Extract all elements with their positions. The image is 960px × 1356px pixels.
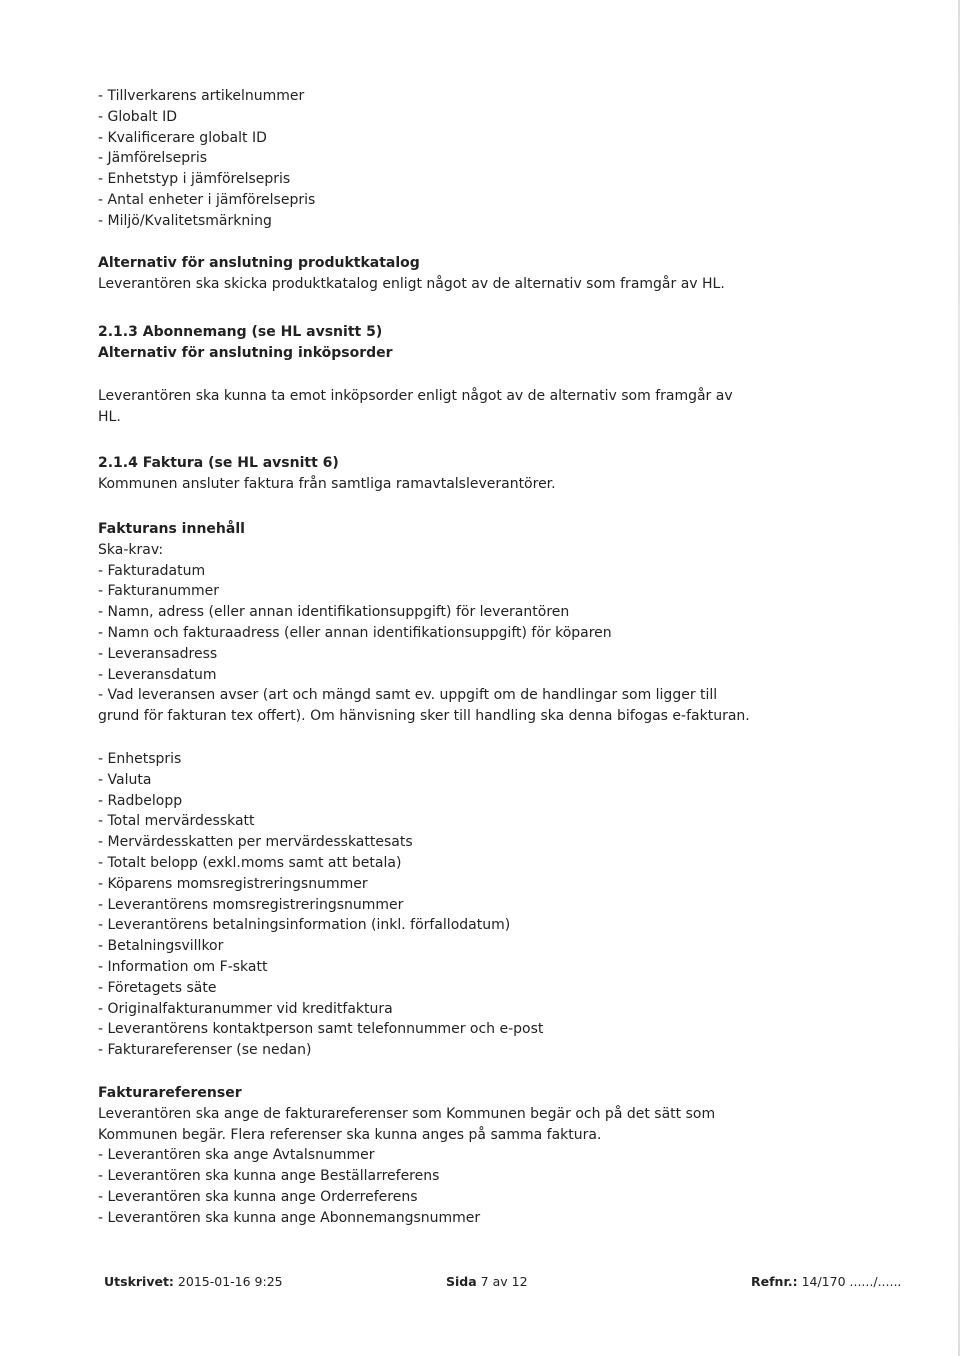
paragraph-line: HL. [98,408,121,425]
list-item: - Fakturareferenser (se nedan) [98,1042,312,1059]
list-item: - Miljö/Kvalitetsmärkning [98,212,272,229]
list-item: - Kvalificerare globalt ID [98,129,267,146]
list-item: - Mervärdesskatten per mervärdesskattesats [98,834,413,851]
list-item: - Fakturadatum [98,562,206,579]
paragraph-line: Kommunen begär. Flera referenser ska kunna anges på samma faktura. [98,1126,602,1143]
catalog-text: Leverantören ska skicka produktkatalog enligt något av de alternativ som framgår av HL. [98,275,725,292]
section-2-1-4 [98,453,878,495]
list-item: - Originalfakturanummer vid kreditfaktura [98,1000,393,1017]
list-item: - Köparens momsregistreringsnummer [98,875,368,892]
list-item: - Valuta [98,771,152,788]
list-item: - Leverantörens kontaktperson samt telefonnummer och e-post [98,1021,544,1038]
footer-page-label: Sida [446,1274,477,1289]
list-item: - Jämförelsepris [98,150,208,167]
footer-ref [751,1273,901,1291]
list-item: - Information om F-skatt [98,958,268,975]
paragraph-line: Leverantören ska ange de fakturareferenser som Kommunen begär och på det sätt som [98,1105,716,1122]
list-item: - Tillverkarens artikelnummer [98,88,305,104]
catalog-section [98,253,878,295]
top-list [98,86,878,232]
list-item: - Vad leveransen avser (art och mängd samt ev. uppgift om de handlingar som ligger till [98,687,718,704]
list-item: - Antal enheter i jämförelsepris [98,191,316,208]
footer-ref-label: Refnr.: [751,1274,798,1289]
list-item: - Enhetspris [98,751,182,767]
invoice-content-section [98,519,878,727]
invoice-content-heading: Fakturans innehåll [98,521,245,537]
references-heading: Fakturareferenser [98,1085,242,1101]
footer-printed-label: Utskrivet: [104,1274,174,1289]
footer-page [446,1273,528,1291]
list-item: - Företagets säte [98,979,217,996]
list-item: - Leverantörens betalningsinformation (inkl. förfallodatum) [98,917,511,934]
list-item: - Leverantörens momsregistreringsnummer [98,896,404,913]
footer-printed [104,1273,283,1291]
list-item: - Fakturanummer [98,583,220,600]
list-item: - Leverantören ska kunna ange Orderreferens [98,1188,418,1205]
invoice-items-list [98,749,878,1061]
list-item: - Namn, adress (eller annan identifikationsuppgift) för leverantören [98,604,570,621]
list-item: grund för fakturan tex offert). Om hänvisning sker till handling ska denna bifogas e-fakturan. [98,708,750,725]
list-item: - Namn och fakturaadress (eller annan identifikationsuppgift) för köparen [98,624,612,641]
list-item: - Enhetstyp i jämförelsepris [98,171,291,188]
references-section [98,1083,878,1229]
footer-ref-value: 14/170 ....../...... [801,1274,902,1289]
list-item: - Leveransdatum [98,666,217,683]
section-subheading: Alternativ för anslutning inköpsorder [98,344,393,361]
list-item: - Leverantören ska ange Avtalsnummer [98,1147,375,1164]
catalog-heading: Alternativ för anslutning produktkatalog [98,255,420,271]
list-item: - Leveransadress [98,645,218,662]
list-item: - Leverantören ska kunna ange Beställarreferens [98,1168,440,1185]
footer-page-value: 7 av 12 [480,1274,528,1289]
list-item: - Betalningsvillkor [98,938,224,955]
section-heading: 2.1.3 Abonnemang (se HL avsnitt 5) [98,324,383,340]
list-item: - Total mervärdesskatt [98,813,255,830]
section-2-1-3 [98,322,878,364]
section-2-1-3-text [98,386,878,428]
paragraph-line: Kommunen ansluter faktura från samtliga ramavtalsleverantörer. [98,475,556,492]
list-item: - Totalt belopp (exkl.moms samt att betala) [98,854,402,871]
paragraph-line: Leverantören ska kunna ta emot inköpsorder enligt något av de alternativ som framgår av [98,388,733,404]
list-item: - Globalt ID [98,108,178,125]
section-heading: 2.1.4 Faktura (se HL avsnitt 6) [98,455,339,471]
footer-printed-value: 2015-01-16 9:25 [177,1274,283,1289]
list-item: - Leverantören ska kunna ange Abonnemangsnummer [98,1209,481,1226]
requirement-label: Ska-krav: [98,541,164,558]
list-item: - Radbelopp [98,792,183,809]
